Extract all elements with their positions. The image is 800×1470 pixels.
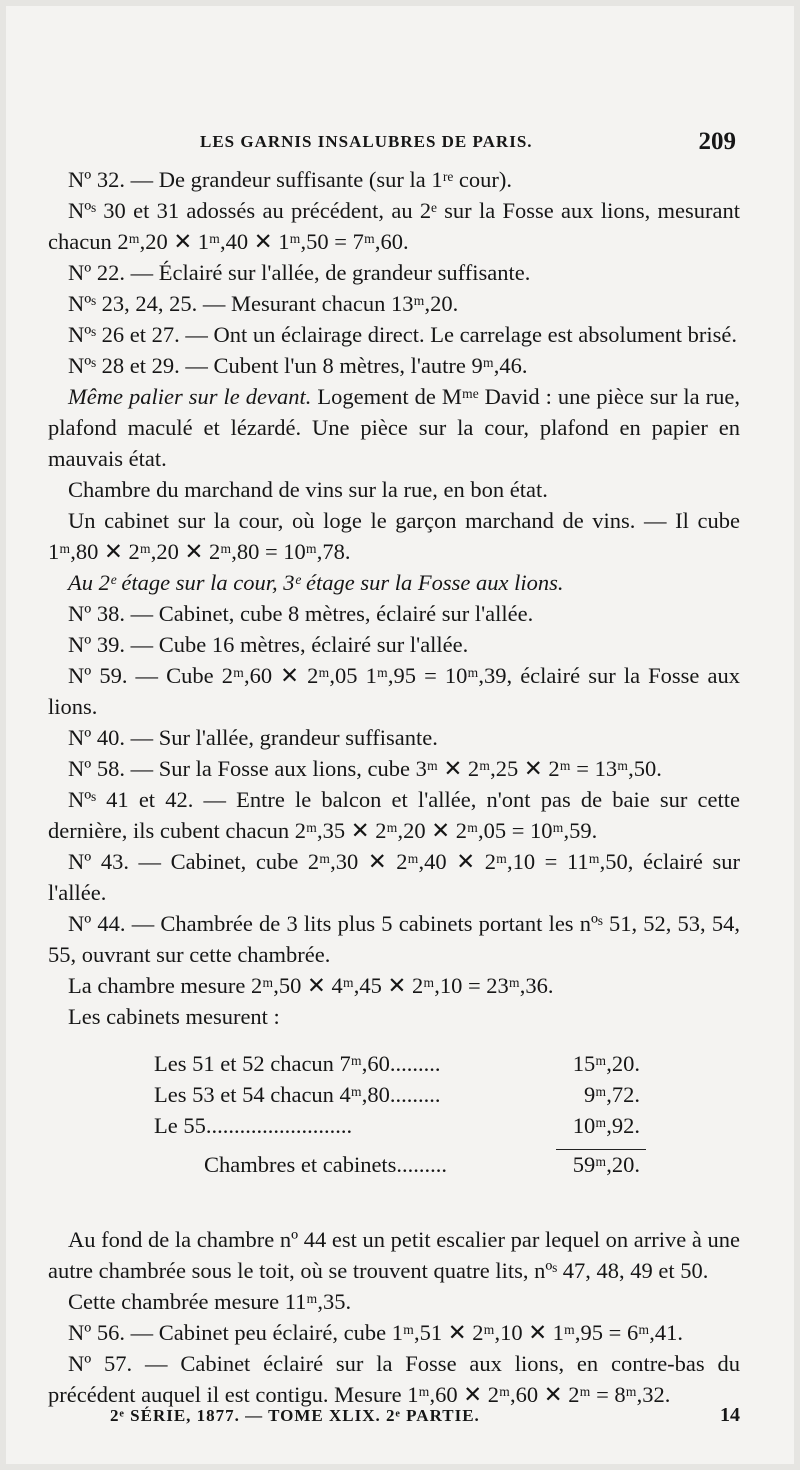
paragraph: Nº 32. — De grandeur suffisante (sur la 1ʳᵉ cour). <box>68 167 512 192</box>
cabinets-table <box>48 1048 740 1196</box>
page-header <box>50 128 738 158</box>
row-label: Les 51 et 52 chacun 7ᵐ,60......... <box>154 1051 441 1076</box>
total-value: 59ᵐ,20. <box>572 1152 640 1177</box>
paragraph: Nºˢ 26 et 27. — Ont un éclairage direct. Le carrelage est absolument brisé. <box>68 322 738 347</box>
paragraph: Nº 39. — Cube 16 mètres, éclairé sur l'allée. <box>68 632 469 657</box>
paragraph: Nºˢ 28 et 29. — Cubent l'un 8 mètres, l'autre 9ᵐ,46. <box>68 353 528 378</box>
paragraph: Nº 43. — Cabinet, cube 2ᵐ,30 ✕ 2ᵐ,40 ✕ 2ᵐ,10 = 11ᵐ,50, éclairé sur l'allée. <box>48 849 740 905</box>
section-heading: Au 2ᵉ étage sur la cour, 3ᵉ étage sur la Fosse aux lions. <box>68 570 564 595</box>
paragraph: Nº 40. — Sur l'allée, grandeur suffisante. <box>68 725 438 750</box>
paragraph: Nºˢ 23, 24, 25. — Mesurant chacun 13ᵐ,20. <box>68 291 459 316</box>
paragraph: Nº 58. — Sur la Fosse aux lions, cube 3ᵐ ✕ 2ᵐ,25 ✕ 2ᵐ = 13ᵐ,50. <box>68 756 662 781</box>
paragraph: Chambre du marchand de vins sur la rue, en bon état. <box>68 477 548 502</box>
row-value: 15ᵐ,20. <box>572 1051 640 1076</box>
table-row <box>48 1048 740 1079</box>
page-number: 209 <box>698 128 736 155</box>
row-value: 10ᵐ,92. <box>572 1113 640 1138</box>
paragraph: Nº 59. — Cube 2ᵐ,60 ✕ 2ᵐ,05 1ᵐ,95 = 10ᵐ,39, éclairé sur la Fosse aux lions. <box>48 663 740 719</box>
paragraph: Au fond de la chambre nº 44 est un petit escalier par lequel on arrive à une autre chambrée sous le toit, où se trouvent quatre lits, nºˢ 47, 48, 49 et 50. <box>48 1227 740 1283</box>
row-label: Le 55.......................... <box>154 1113 353 1138</box>
table-total-row <box>48 1149 740 1180</box>
row-label: Les 53 et 54 chacun 4ᵐ,80......... <box>154 1082 441 1107</box>
paragraph: Un cabinet sur la cour, où loge le garçon marchand de vins. — Il cube 1ᵐ,80 ✕ 2ᵐ,20 ✕ 2ᵐ,80 = 10ᵐ,78. <box>48 508 740 564</box>
paragraph: Les cabinets mesurent : <box>68 1004 280 1029</box>
paragraph: Cette chambrée mesure 11ᵐ,35. <box>68 1289 352 1314</box>
paragraph: La chambre mesure 2ᵐ,50 ✕ 4ᵐ,45 ✕ 2ᵐ,10 = 23ᵐ,36. <box>68 973 554 998</box>
table-row <box>48 1110 740 1141</box>
paragraph: Nº 57. — Cabinet éclairé sur la Fosse aux lions, en contre-bas du précédent auquel il est contigu. Mesure 1ᵐ,60 ✕ 2ᵐ,60 ✕ 2ᵐ = 8ᵐ,32. <box>48 1351 740 1407</box>
paragraph: Nº 38. — Cabinet, cube 8 mètres, éclairé sur l'allée. <box>68 601 534 626</box>
paragraph: Nºˢ 41 et 42. — Entre le balcon et l'allée, n'ont pas de baie sur cette dernière, ils cubent chacun 2ᵐ,35 ✕ 2ᵐ,20 ✕ 2ᵐ,05 = 10ᵐ,59. <box>48 787 740 843</box>
page-footer <box>110 1404 740 1434</box>
body-text <box>48 164 740 1410</box>
paragraph: Nº 44. — Chambrée de 3 lits plus 5 cabinets portant les nºˢ 51, 52, 53, 54, 55, ouvrant sur cette chambrée. <box>48 911 740 967</box>
running-title: LES GARNIS INSALUBRES DE PARIS. <box>200 132 533 151</box>
paragraph <box>48 381 740 474</box>
paragraph: Nº 22. — Éclairé sur l'allée, de grandeur suffisante. <box>68 260 531 285</box>
table-row <box>48 1079 740 1110</box>
italic-heading: Même palier sur le devant. <box>68 384 312 409</box>
total-label: Chambres et cabinets......... <box>204 1152 448 1177</box>
series-line: 2ᵉ SÉRIE, 1877. — TOME XLIX. 2ᵉ PARTIE. <box>110 1406 480 1425</box>
paragraph: Nº 56. — Cabinet peu éclairé, cube 1ᵐ,51 ✕ 2ᵐ,10 ✕ 1ᵐ,95 = 6ᵐ,41. <box>68 1320 683 1345</box>
row-value: 9ᵐ,72. <box>584 1082 640 1107</box>
paragraph: Nºˢ 30 et 31 adossés au précédent, au 2ᵉ sur la Fosse aux lions, mesurant chacun 2ᵐ,20 ✕ 1ᵐ,40 ✕ 1ᵐ,50 = 7ᵐ,60. <box>48 198 740 254</box>
paragraph-text: Logement de Mᵐᵉ David : une pièce sur la rue, plafond maculé et lézardé. Une pièce sur la cour, plafond en papier en mauvais état. <box>48 384 740 471</box>
signature-mark: 14 <box>720 1404 740 1426</box>
spacer <box>48 1196 740 1224</box>
